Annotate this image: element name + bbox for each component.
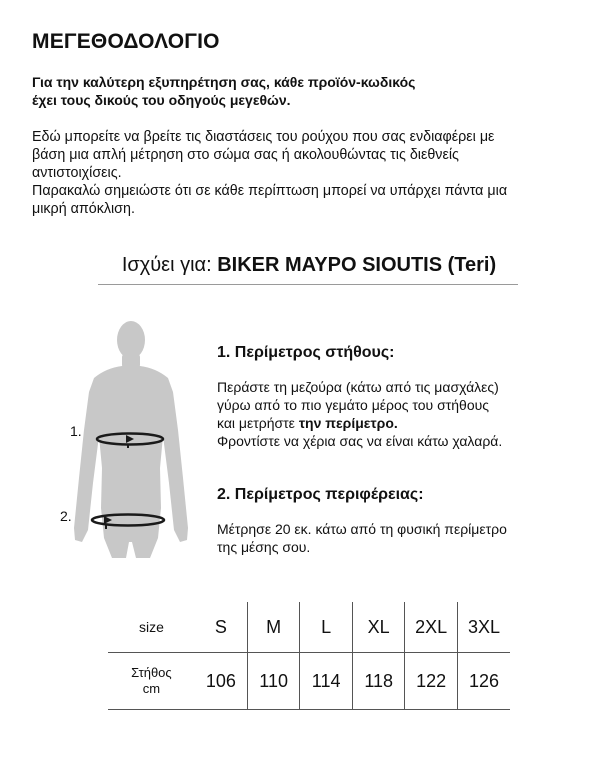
divider [98, 284, 518, 285]
size-table [108, 602, 510, 710]
size-header-cell: 3XL [457, 602, 510, 653]
intro-line: έχει τους δικούς του οδηγούς μεγεθών. [32, 92, 291, 108]
size-header-cell: 2XL [405, 602, 458, 653]
size-header-cell: M [247, 602, 300, 653]
chest-value-cell: 106 [195, 653, 248, 710]
chest-row-label [108, 653, 195, 710]
size-header-row [108, 602, 510, 653]
page-title: ΜΕΓΕΘΟΔΟΛΟΓΙΟ [32, 30, 220, 53]
chest-value-cell: 114 [300, 653, 353, 710]
chest-value-cell: 122 [405, 653, 458, 710]
instruction-line [217, 414, 502, 432]
intro-line: Για την καλύτερη εξυπηρέτηση σας, κάθε προϊόν-κωδικός [32, 74, 416, 90]
chest-measure-heading: 1. Περίμετρος στήθους: [217, 344, 395, 361]
instruction-text: και μετρήστε [217, 415, 299, 431]
chest-size-row [108, 653, 510, 710]
instruction-bold-text: την περίμετρο. [298, 415, 398, 431]
instruction-line: της μέσης σου. [217, 539, 311, 555]
applies-to-heading [0, 254, 600, 277]
description-line: μικρή απόκλιση. [32, 201, 135, 217]
description-line: αντιστοιχίσεις. [32, 165, 122, 181]
description-line: Εδώ μπορείτε να βρείτε τις διαστάσεις του ρούχου που σας ενδιαφέρει με [32, 129, 495, 145]
instruction-line: Περάστε τη μεζούρα (κάτω από τις μασχάλες) [217, 379, 499, 395]
instruction-line: γύρω από το πιο γεμάτο μέρος του στήθους [217, 397, 490, 413]
size-header-cell: XL [352, 602, 405, 653]
description-line: Παρακαλώ σημειώστε ότι σε κάθε περίπτωση μπορεί να υπάρχει πάντα μια [32, 183, 508, 199]
chest-value-cell: 118 [352, 653, 405, 710]
chest-measure-instructions [217, 378, 502, 450]
chest-row-unit: cm [142, 681, 161, 696]
chest-row-label-line: Στήθος [131, 665, 172, 680]
chest-value-cell: 110 [247, 653, 300, 710]
instruction-line: Φροντίστε να χέρια σας να είναι κάτω χαλαρά. [217, 433, 503, 449]
chest-value-cell: 126 [457, 653, 510, 710]
description-line: βάση μια απλή μέτρηση στο σώμα σας ή ακολουθώντας τις διεθνείς [32, 147, 459, 163]
applies-label: Ισχύει για: [121, 254, 218, 276]
size-header-cell: S [214, 616, 227, 637]
product-name: BIKER ΜΑΥΡΟ SIOUTIS (Teri) [217, 254, 497, 276]
intro-text [32, 73, 415, 109]
chest-marker-label: 1. [70, 423, 82, 439]
description-text [32, 128, 577, 218]
hip-measure-instructions [217, 520, 507, 556]
size-header-cell: L [300, 602, 353, 653]
hip-measure-heading: 2. Περίμετρος περιφέρειας: [217, 486, 424, 503]
instruction-line: Μέτρησε 20 εκ. κάτω από τη φυσική περίμετρο [217, 521, 507, 537]
size-header-label: size [138, 619, 164, 635]
hip-marker-label: 2. [60, 508, 72, 524]
